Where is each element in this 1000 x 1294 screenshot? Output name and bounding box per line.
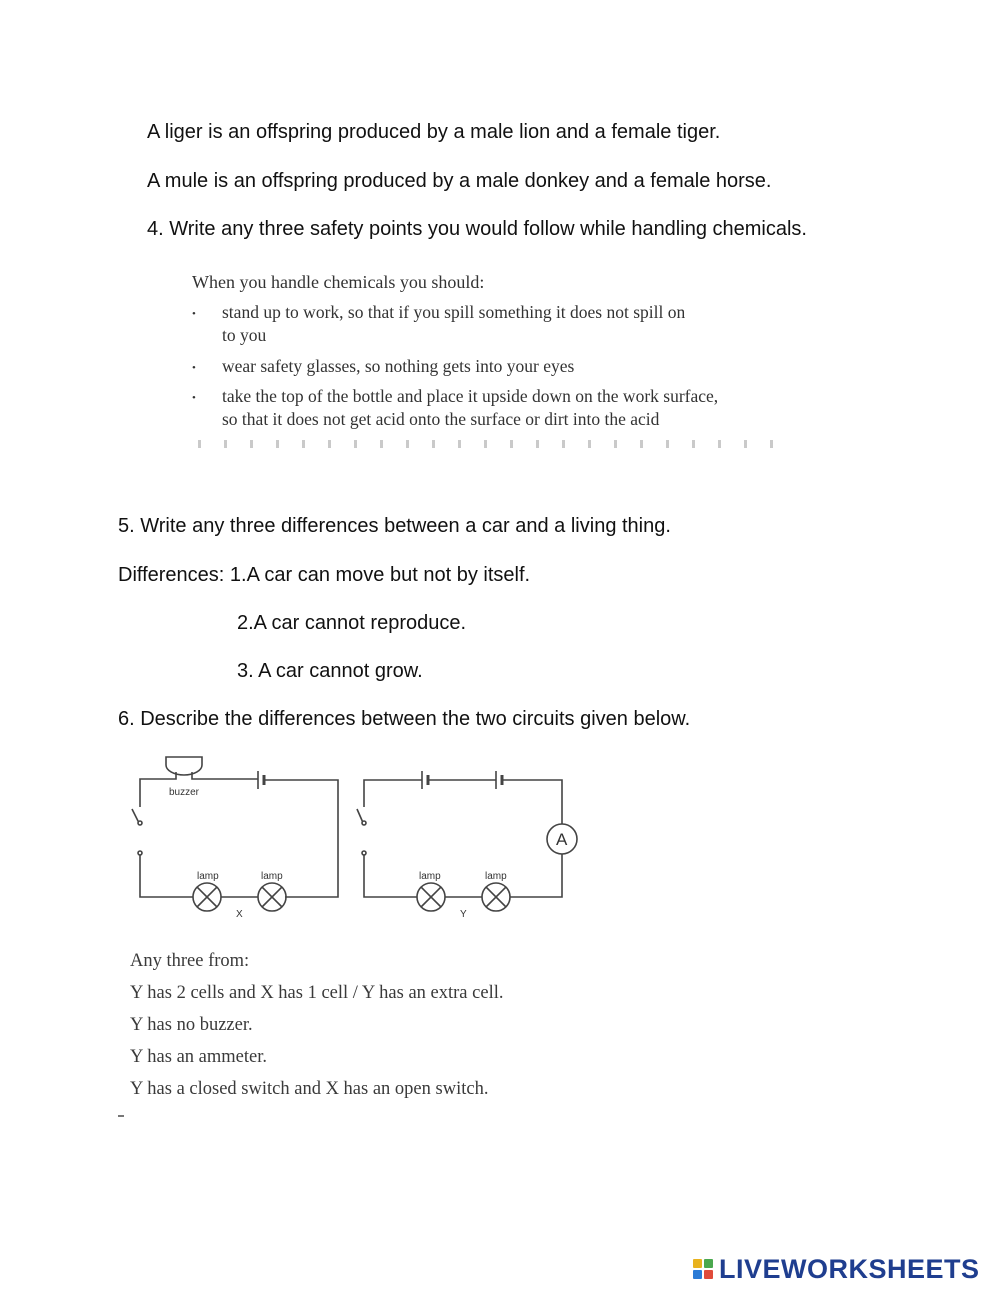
circuit-y [357, 771, 577, 911]
logo-square-icon [704, 1270, 713, 1279]
logo-square-icon [693, 1259, 702, 1268]
q6-answer-1: Y has 2 cells and X has 1 cell / Y has an extra cell. [130, 983, 504, 1003]
lamp-icon [482, 883, 510, 911]
lamp-label: lamp [197, 871, 219, 882]
bullet-dot: • [192, 392, 196, 404]
lamp-label: lamp [419, 871, 441, 882]
bullet-dot: • [192, 308, 196, 320]
question-6: 6. Describe the differences between the two circuits given below. [118, 708, 691, 730]
q6-answer-4: Y has a closed switch and X has an open switch. [130, 1079, 489, 1099]
ammeter-label: A [556, 830, 568, 849]
buzzer-icon [166, 757, 202, 775]
logo-square-icon [693, 1270, 702, 1279]
q6-answer-3: Y has an ammeter. [130, 1047, 267, 1067]
circuit-x-label: X [236, 909, 243, 920]
logo-text: LIVEWORKSHEETS [719, 1254, 980, 1284]
q6-answer-heading: Any three from: [130, 951, 250, 971]
liger-text: A liger is an offspring produced by a male lion and a female tiger. [147, 121, 721, 143]
lamp-label: lamp [261, 871, 283, 882]
cropped-line-fragment [192, 440, 792, 448]
circuit-diagrams [120, 745, 600, 930]
lamp-label: lamp [485, 871, 507, 882]
mule-text: A mule is an offspring produced by a male donkey and a female horse. [147, 170, 772, 192]
stray-mark [118, 1115, 124, 1117]
logo-square-icon [704, 1259, 713, 1268]
lamp-icon [193, 883, 221, 911]
circuit-x [132, 757, 338, 911]
lamp-icon [417, 883, 445, 911]
difference-3: 3. A car cannot grow. [237, 660, 423, 682]
question-5: 5. Write any three differences between a car and a living thing. [118, 515, 671, 537]
buzzer-label: buzzer [169, 787, 200, 798]
difference-2: 2.A car cannot reproduce. [237, 612, 467, 634]
safety-heading: When you handle chemicals you should: [192, 272, 485, 292]
q6-answer-2: Y has no buzzer. [130, 1015, 253, 1035]
safety-answer-box [192, 268, 792, 448]
safety-bullet-1: stand up to work, so that if you spill something it does not spill on to you [222, 302, 686, 345]
circuit-y-label: Y [460, 909, 467, 920]
safety-bullet-3: take the top of the bottle and place it upside down on the work surface, so that it does not get acid onto the surface or dirt into the acid [222, 386, 719, 429]
difference-1: Differences: 1.A car can move but not by itself. [118, 564, 531, 586]
bullet-dot: • [192, 362, 196, 374]
question-4: 4. Write any three safety points you would follow while handling chemicals. [147, 218, 807, 240]
lamp-icon [258, 883, 286, 911]
liveworksheets-logo[interactable] [691, 1254, 991, 1286]
safety-bullet-2: wear safety glasses, so nothing gets into your eyes [222, 356, 575, 376]
